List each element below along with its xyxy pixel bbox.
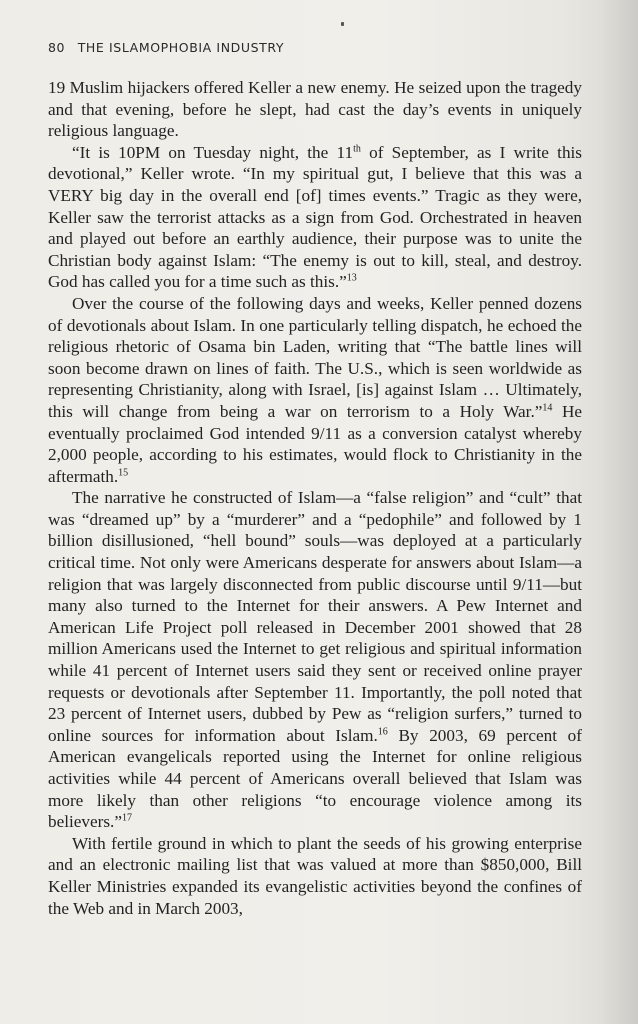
paragraph-2 [48, 142, 582, 293]
print-speck [341, 22, 344, 26]
footnote-ref-17: 17 [121, 812, 132, 824]
paragraph-text: The narrative he constructed of Islam—a “false religion” and “cult” that was “dreamed up” by a “murderer” and a “pedophile” and followed by 1 billion disillusioned, “hell bound” souls—was deployed at a particularly critical time. Not only were Americans desperate for answers about Islam—a religion that was largely disconnected from public discourse until 9/11—but many also turned to the Internet for their answers. A Pew Internet and American Life Project poll released in December 2001 showed that 28 million Americans used the Internet to get religious and spiritual information while 41 percent of Internet users said they sent or received online prayer requests or devotionals after September 11. Importantly, the poll noted that 23 percent of Internet users, dubbed by Pew as “religion surfers,” turned to online sources for information about Islam. [48, 488, 582, 745]
paragraph-text: With fertile ground in which to plant the seeds of his growing enterprise and an electronic mailing list that was valued at more than $850,000, Bill Keller Ministries expanded its evangelistic activities beyond the confines of the Web and in March 2003, [48, 833, 582, 918]
page-number: 80 [48, 40, 66, 55]
paragraph-text: By 2003, 69 percent of American evangelicals reported using the Internet for online religious activities while 44 percent of Americans overall believed that Islam was more likely than other religions “to encourage violence among its believers.” [48, 725, 582, 832]
footnote-ref-16: 16 [377, 726, 388, 738]
paragraph-text: of September, as I write this devotional,” Keller wrote. “In my spiritual gut, I believe that this was a VERY big day in the overall end [of] times events.” Tragic as they were, Keller saw the terrorist attacks as a sign from God. Orchestrated in heaven and played out before an earthly audience, their purpose was to unite the Christian body against Islam: “The enemy is out to kill, steal, and destroy. God has called you for a time such as this.” [48, 142, 582, 292]
paragraph-3 [48, 293, 582, 487]
footnote-ref-14: 14 [542, 402, 553, 414]
paragraph-text: He eventually proclaimed God intended 9/11 as a conversion catalyst whereby 2,000 people, according to his estimates, would flock to Christianity in the aftermath. [48, 401, 582, 486]
footnote-ref-15: 15 [118, 466, 129, 478]
paragraph-text: Over the course of the following days and weeks, Keller penned dozens of devotionals about Islam. In one particularly telling dispatch, he echoed the religious rhetoric of Osama bin Laden, writing that “The battle lines will soon become drawn on lines of faith. The U.S., which is seen worldwide as representing Christianity, along with Israel, [is] against Islam … Ultimately, this will change from being a war on terrorism to a Holy War.” [48, 293, 582, 421]
paragraph-4 [48, 487, 582, 833]
ordinal-superscript: th [353, 143, 361, 155]
running-header [48, 40, 284, 55]
paragraph-text: “It is 10PM on Tuesday night, the 11 [72, 142, 354, 162]
running-title: THE ISLAMOPHOBIA INDUSTRY [77, 40, 285, 55]
paragraph-text: 19 Muslim hijackers offered Keller a new enemy. He seized upon the tragedy and that evening, before he slept, had cast the day’s events in uniquely religious language. [48, 78, 582, 141]
page-edge-shadow [598, 0, 638, 1024]
paragraph-1 [48, 77, 582, 142]
body-text [48, 77, 582, 919]
footnote-ref-13: 13 [346, 272, 357, 284]
paragraph-5 [48, 833, 582, 919]
